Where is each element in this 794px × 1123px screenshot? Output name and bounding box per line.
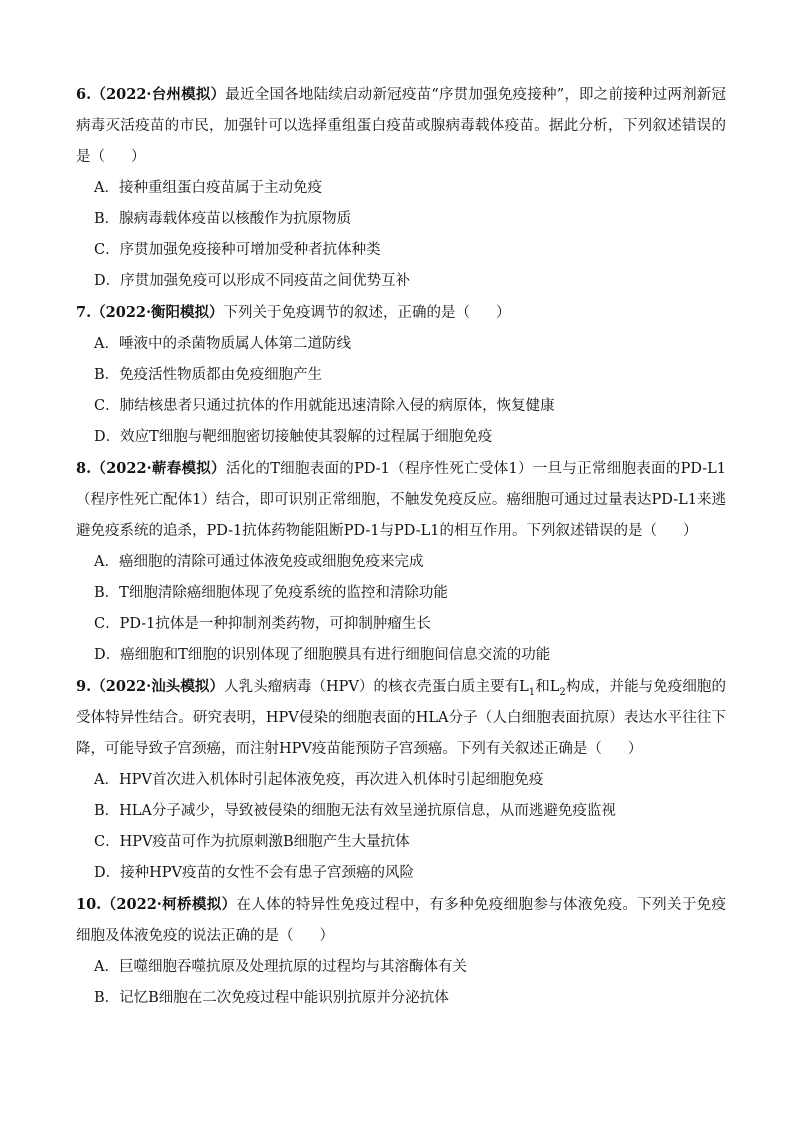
question-7-option-c: C．肺结核患者只通过抗体的作用就能迅速清除入侵的病原体，恢复健康 <box>94 398 555 414</box>
question-8-stem: 8.（2022·蕲春模拟）活化的T细胞表面的PD-1（程序性死亡受体1）一旦与正常细胞表面的PD-L1（程序性死亡配体1）结合，即可识别正常细胞，不触发免疫反应。癌细胞可通过过量表达PD-L1来逃避免疫系统的追杀，PD-1抗体药物能阻断PD-1与PD-L1的相互作用。下列叙述错误的是（ ） <box>76 460 727 539</box>
question-10-stem: 10.（2022·柯桥模拟）在人体的特异性免疫过程中，有多种免疫细胞参与体液免疫。下列关于免疫细胞及体液免疫的说法正确的是（ ） <box>76 896 727 944</box>
question-7-stem: 7.（2022·衡阳模拟）下列关于免疫调节的叙述，正确的是（ ） <box>76 304 511 321</box>
question-6-option-a: A．接种重组蛋白疫苗属于主动免疫 <box>94 180 322 196</box>
question-6-option-c: C．序贯加强免疫接种可增加受种者抗体种类 <box>94 242 381 258</box>
question-9-stem: 9.（2022·汕头模拟）人乳头瘤病毒（HPV）的核衣壳蛋白质主要有$L_1$和$L_2$构成，并能与免疫细胞的受体特异性结合。研究表明，HPV侵染的细胞表面的HLA分子（人白细胞表面抗原）表达水平往往下降，可能导致子宫颈癌，而注射HPV疫苗能预防子宫颈癌。下列有关叙述正确是（ ） <box>76 678 726 757</box>
question-9-option-a: A．HPV首次进入机体时引起体液免疫，再次进入机体时引起细胞免疫 <box>94 772 544 788</box>
question-9-text-c: 构成，并能与免疫细胞的受体特异性结合。研究表明，HPV侵染的细胞表面的HLA分子（人白细胞表面抗原）表达水平往往下降，可能导致子宫颈癌，而注射HPV疫苗能预防子宫颈癌。下列有关叙述正确是（ <box>76 679 726 757</box>
question-6-text: 最近全国各地陆续启动新冠疫苗“序贯加强免疫接种”，即之前接种过两剂新冠病毒灭活疫苗的市民，加强针可以选择重组蛋白疫苗或腺病毒载体疫苗。据此分析，下列叙述错误的是（ <box>76 87 727 165</box>
question-6-option-d: D．序贯加强免疫可以形成不同疫苗之间优势互补 <box>94 273 411 289</box>
question-8-source: （2022·蕲春模拟） <box>91 460 226 477</box>
question-9-text-a: 人乳头瘤病毒（HPV）的核衣壳蛋白质主要有L <box>224 679 529 695</box>
question-8-text: 活化的T细胞表面的PD-1（程序性死亡受体1）一旦与正常细胞表面的PD-L1（程序性死亡配体1）结合，即可识别正常细胞，不触发免疫反应。癌细胞可通过过量表达PD-L1来逃避免疫系统的追杀，PD-1抗体药物能阻断PD-1与PD-L1的相互作用。下列叙述错误的是（ <box>76 461 727 539</box>
question-9-source: （2022·汕头模拟） <box>91 678 225 695</box>
question-9-subscript-2: 2 <box>559 686 566 698</box>
question-9-text-b: 和L <box>535 679 560 695</box>
question-8-option-c: C．PD-1抗体是一种抑制剂类药物，可抑制肿瘤生长 <box>94 616 431 632</box>
question-9-option-d: D．接种HPV疫苗的女性不会有患子宫颈癌的风险 <box>94 865 414 881</box>
question-9-option-c: C．HPV疫苗可作为抗原刺激B细胞产生大量抗体 <box>94 834 410 850</box>
question-10-option-b: B．记忆B细胞在二次免疫过程中能识别抗原并分泌抗体 <box>94 990 449 1006</box>
question-6-option-b: B．腺病毒载体疫苗以核酸作为抗原物质 <box>94 211 352 227</box>
question-6-number: 6. <box>76 86 92 103</box>
question-8-option-d: D．癌细胞和T细胞的识别体现了细胞膜具有进行细胞间信息交流的功能 <box>94 647 551 663</box>
question-7-option-b: B．免疫活性物质都由免疫细胞产生 <box>94 367 323 383</box>
question-9-number: 9. <box>76 678 92 695</box>
question-8-option-b: B．T细胞清除癌细胞体现了免疫系统的监控和清除功能 <box>94 585 448 601</box>
question-7-source: （2022·衡阳模拟） <box>91 304 224 321</box>
question-10-source: （2022·柯桥模拟） <box>101 896 237 913</box>
question-7-text: 下列关于免疫调节的叙述，正确的是（ <box>223 305 471 321</box>
question-10-number: 10. <box>76 896 102 913</box>
question-8-number: 8. <box>76 460 92 477</box>
question-9-option-b: B．HLA分子减少，导致被侵染的细胞无法有效呈递抗原信息，从而逃避免疫监视 <box>94 803 616 819</box>
question-10-option-a: A．巨噬细胞吞噬抗原及处理抗原的过程均与其溶酶体有关 <box>94 959 467 975</box>
question-7-option-a: A．唾液中的杀菌物质属人体第二道防线 <box>94 336 351 352</box>
question-6-stem: 6.（2022·台州模拟）最近全国各地陆续启动新冠疫苗“序贯加强免疫接种”，即之前接种过两剂新冠病毒灭活疫苗的市民，加强针可以选择重组蛋白疫苗或腺病毒载体疫苗。据此分析，下列叙述错误的是（ ） <box>76 86 727 165</box>
question-7-number: 7. <box>76 304 92 321</box>
question-7-option-d: D．效应T细胞与靶细胞密切接触使其裂解的过程属于细胞免疫 <box>94 429 493 445</box>
question-8-option-a: A．癌细胞的清除可通过体液免疫或细胞免疫来完成 <box>94 554 424 570</box>
question-6-source: （2022·台州模拟） <box>91 86 226 103</box>
question-10-text: 在人体的特异性免疫过程中，有多种免疫细胞参与体液免疫。下列关于免疫细胞及体液免疫的说法正确的是（ <box>76 897 727 944</box>
question-9-subscript-1: 1 <box>528 686 536 698</box>
question-list <box>76 79 726 1014</box>
